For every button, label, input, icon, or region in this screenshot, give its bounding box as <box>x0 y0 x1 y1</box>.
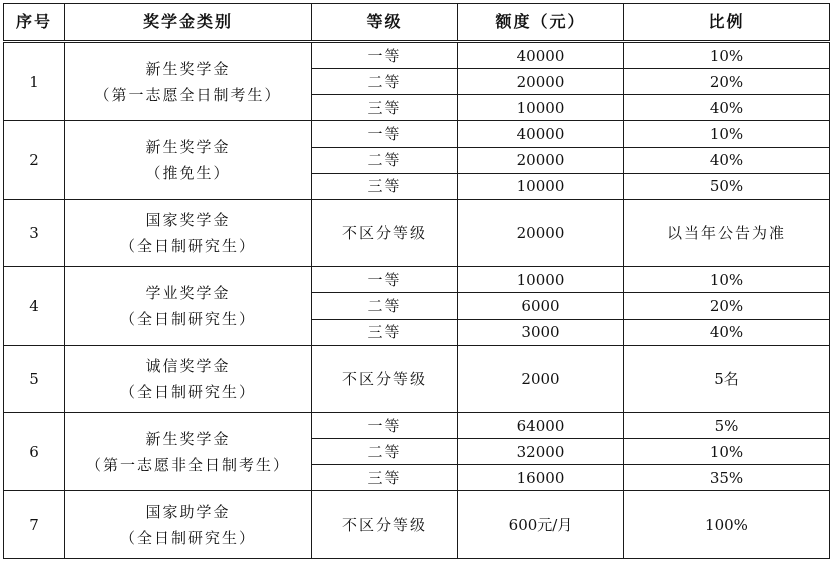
category-name: 诚信奖学金 <box>145 356 231 375</box>
amount-cell: 6000 <box>458 293 624 319</box>
level-cell: 三等 <box>312 95 458 121</box>
level-cell: 二等 <box>312 147 458 173</box>
ratio-cell: 35% <box>624 465 830 491</box>
ratio-cell: 50% <box>624 173 830 199</box>
category-cell <box>65 413 312 491</box>
table-row <box>4 121 830 147</box>
ratio-cell: 5名 <box>624 345 830 412</box>
level-cell: 一等 <box>312 267 458 293</box>
category-subtitle: （推免生） <box>145 164 231 183</box>
ratio-cell: 40% <box>624 147 830 173</box>
amount-cell: 32000 <box>458 439 624 465</box>
amount-cell: 20000 <box>458 69 624 95</box>
amount-cell: 600元/月 <box>458 491 624 559</box>
category-subtitle: （第一志愿非全日制考生） <box>85 455 290 474</box>
header-level: 等级 <box>312 4 458 42</box>
category-cell <box>65 491 312 559</box>
ratio-cell: 20% <box>624 293 830 319</box>
header-index: 序号 <box>4 4 65 42</box>
ratio-cell: 100% <box>624 491 830 559</box>
header-amount: 额度（元） <box>458 4 624 42</box>
amount-cell: 64000 <box>458 413 624 439</box>
row-index: 3 <box>4 199 65 266</box>
row-index: 2 <box>4 121 65 199</box>
header-ratio: 比例 <box>624 4 830 42</box>
table-row <box>4 199 830 266</box>
level-cell: 三等 <box>312 173 458 199</box>
category-name: 新生奖学金 <box>145 429 231 448</box>
level-cell: 二等 <box>312 439 458 465</box>
amount-cell: 16000 <box>458 465 624 491</box>
category-name: 新生奖学金 <box>145 59 231 78</box>
table-row <box>4 491 830 559</box>
table-row <box>4 413 830 439</box>
header-row <box>4 4 830 42</box>
level-cell: 一等 <box>312 413 458 439</box>
level-cell: 一等 <box>312 121 458 147</box>
ratio-cell: 以当年公告为准 <box>624 199 830 266</box>
category-subtitle: （全日制研究生） <box>119 237 256 256</box>
row-index: 7 <box>4 491 65 559</box>
ratio-cell: 10% <box>624 267 830 293</box>
category-name: 新生奖学金 <box>145 138 231 157</box>
amount-cell: 10000 <box>458 267 624 293</box>
amount-cell: 10000 <box>458 95 624 121</box>
ratio-cell: 10% <box>624 121 830 147</box>
ratio-cell: 40% <box>624 95 830 121</box>
category-cell <box>65 199 312 266</box>
category-cell <box>65 42 312 121</box>
category-cell <box>65 345 312 412</box>
category-subtitle: （全日制研究生） <box>119 382 256 401</box>
amount-cell: 40000 <box>458 121 624 147</box>
ratio-cell: 10% <box>624 42 830 69</box>
category-name: 国家奖学金 <box>145 211 231 230</box>
category-cell <box>65 121 312 199</box>
category-subtitle: （全日制研究生） <box>119 309 256 328</box>
level-cell: 二等 <box>312 293 458 319</box>
category-subtitle: （第一志愿全日制考生） <box>94 85 282 104</box>
header-category: 奖学金类别 <box>65 4 312 42</box>
level-cell: 三等 <box>312 319 458 345</box>
row-index: 6 <box>4 413 65 491</box>
amount-cell: 2000 <box>458 345 624 412</box>
ratio-cell: 20% <box>624 69 830 95</box>
category-name: 学业奖学金 <box>145 283 231 302</box>
level-cell: 不区分等级 <box>312 345 458 412</box>
level-cell: 不区分等级 <box>312 199 458 266</box>
category-cell <box>65 267 312 345</box>
amount-cell: 20000 <box>458 199 624 266</box>
level-cell: 一等 <box>312 42 458 69</box>
amount-cell: 10000 <box>458 173 624 199</box>
category-subtitle: （全日制研究生） <box>119 528 256 547</box>
amount-cell: 20000 <box>458 147 624 173</box>
table-row <box>4 42 830 69</box>
row-index: 4 <box>4 267 65 345</box>
category-name: 国家助学金 <box>145 502 231 521</box>
level-cell: 不区分等级 <box>312 491 458 559</box>
amount-cell: 40000 <box>458 42 624 69</box>
amount-cell: 3000 <box>458 319 624 345</box>
level-cell: 三等 <box>312 465 458 491</box>
row-index: 1 <box>4 42 65 121</box>
table-row <box>4 267 830 293</box>
table-row <box>4 345 830 412</box>
ratio-cell: 5% <box>624 413 830 439</box>
row-index: 5 <box>4 345 65 412</box>
ratio-cell: 10% <box>624 439 830 465</box>
ratio-cell: 40% <box>624 319 830 345</box>
level-cell: 二等 <box>312 69 458 95</box>
scholarship-table <box>3 3 830 559</box>
